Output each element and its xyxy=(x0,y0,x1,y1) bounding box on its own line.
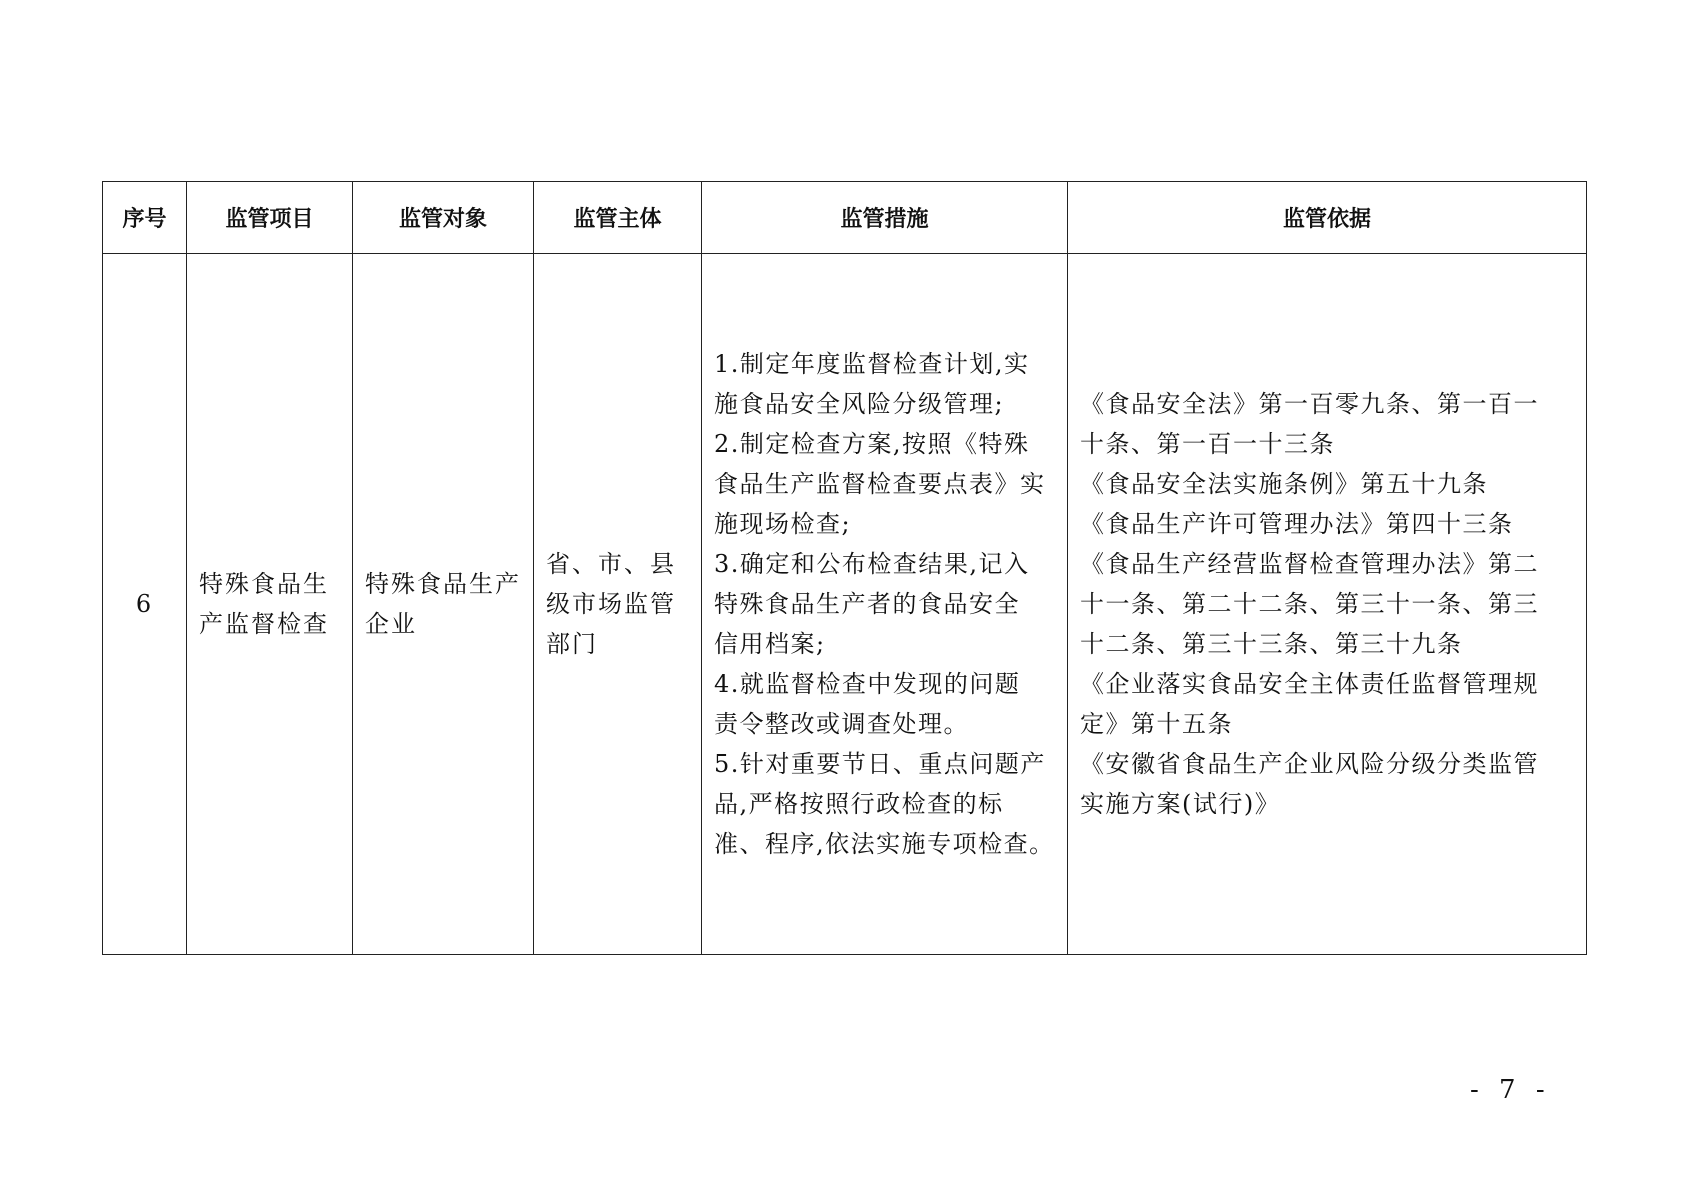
basis-line: 《食品生产经营监督检查管理办法》第二 xyxy=(1080,550,1539,578)
basis-line: 《食品安全法实施条例》第五十九条 xyxy=(1080,470,1488,498)
header-item: 监管项目 xyxy=(187,182,353,254)
header-target: 监管对象 xyxy=(353,182,534,254)
measure-line: 品,严格按照行政检查的标 xyxy=(714,790,1004,818)
supervision-table xyxy=(102,181,1587,955)
header-basis: 监管依据 xyxy=(1068,182,1587,254)
page-number: - 7 - xyxy=(1470,1075,1551,1105)
measure-line: 特殊食品生产者的食品安全 xyxy=(714,590,1020,618)
table-row xyxy=(103,254,1587,955)
header-index: 序号 xyxy=(103,182,187,254)
row-item: 特殊食品生产监督检查 xyxy=(187,254,353,955)
measure-line: 2.制定检查方案,按照《特殊 xyxy=(714,430,1030,458)
table-header-row xyxy=(103,182,1587,254)
measure-line: 4.就监督检查中发现的问题 xyxy=(714,670,1021,698)
basis-line: 《安徽省食品生产企业风险分级分类监管 xyxy=(1080,750,1539,778)
row-subject: 省、市、县级市场监管部门 xyxy=(534,254,702,955)
basis-line: 定》第十五条 xyxy=(1080,710,1233,738)
basis-line: 十一条、第二十二条、第三十一条、第三 xyxy=(1080,590,1539,618)
measure-line: 施食品安全风险分级管理; xyxy=(714,390,1005,418)
measure-line: 准、程序,依法实施专项检查。 xyxy=(714,830,1055,858)
basis-line: 实施方案(试行)》 xyxy=(1080,790,1281,818)
basis-line: 十条、第一百一十三条 xyxy=(1080,430,1335,458)
measure-line: 食品生产监督检查要点表》实 xyxy=(714,470,1046,498)
basis-line: 十二条、第三十三条、第三十九条 xyxy=(1080,630,1463,658)
measure-line: 施现场检查; xyxy=(714,510,852,538)
row-measures xyxy=(702,254,1068,955)
basis-line: 《食品生产许可管理办法》第四十三条 xyxy=(1080,510,1514,538)
basis-line: 《企业落实食品安全主体责任监督管理规 xyxy=(1080,670,1539,698)
row-target: 特殊食品生产企业 xyxy=(353,254,534,955)
basis-line: 《食品安全法》第一百零九条、第一百一 xyxy=(1080,390,1539,418)
header-subject: 监管主体 xyxy=(534,182,702,254)
header-measures: 监管措施 xyxy=(702,182,1068,254)
measure-line: 3.确定和公布检查结果,记入 xyxy=(714,550,1030,578)
measure-line: 信用档案; xyxy=(714,630,826,658)
measure-line: 责令整改或调查处理。 xyxy=(714,710,969,738)
measure-line: 5.针对重要节日、重点问题产 xyxy=(714,750,1046,778)
measure-line: 1.制定年度监督检查计划,实 xyxy=(714,350,1030,378)
row-basis xyxy=(1068,254,1587,955)
row-index: 6 xyxy=(103,254,187,955)
